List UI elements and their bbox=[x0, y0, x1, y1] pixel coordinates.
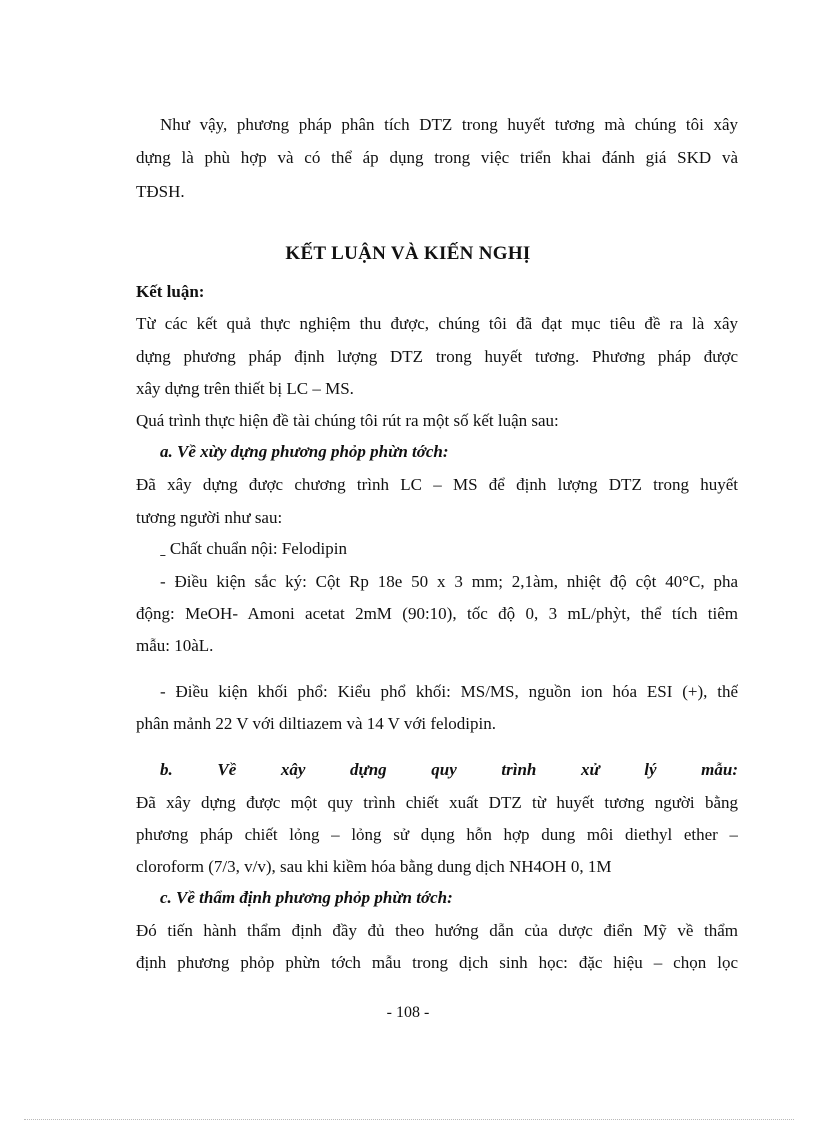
intro-line-3: TĐSH. bbox=[136, 182, 185, 201]
section-a-heading: a. Về xừy dựng phương phỏp phừn tớch: bbox=[160, 442, 449, 461]
conclusion-heading: Kết luận: bbox=[136, 282, 205, 301]
section-c-line-1: Đó tiến hành thẩm định đầy đủ theo hướng dẫn của dược điển Mỹ về thẩm bbox=[136, 921, 738, 940]
bullet-chromatography-line-1: - Điều kiện sắc ký: Cột Rp 18e 50 x 3 mm; 2,1àm, nhiệt độ cột 40°C, pha bbox=[160, 572, 738, 591]
bottom-dotted-rule bbox=[24, 1119, 794, 1120]
bullet-chromatography-line-3: mẫu: 10àL. bbox=[136, 636, 214, 655]
conclusion-line-2: dựng phương pháp định lượng DTZ trong huyết tương. Phương pháp được bbox=[136, 347, 738, 366]
section-a-line-2: tương người như sau: bbox=[136, 508, 283, 527]
bullet-internal-standard: ˍ Chất chuẩn nội: Felodipin bbox=[160, 539, 347, 558]
intro-line-1: Như vậy, phương pháp phân tích DTZ trong huyết tương mà chúng tôi xây bbox=[160, 115, 738, 134]
section-b-line-2: phương pháp chiết lỏng – lỏng sử dụng hỗn hợp dung môi diethyl ether – bbox=[136, 825, 738, 844]
section-b-line-3: cloroform (7/3, v/v), sau khi kiềm hóa bằng dung dịch NH4OH 0, 1M bbox=[136, 857, 612, 876]
conclusion-line-3: xây dựng trên thiết bị LC – MS. bbox=[136, 379, 354, 398]
conclusion-line-1: Từ các kết quả thực nghiệm thu được, chúng tôi đã đạt mục tiêu đề ra là xây bbox=[136, 314, 738, 333]
intro-line-2: dựng là phù hợp và có thể áp dụng trong việc triển khai đánh giá SKD và bbox=[136, 148, 738, 167]
bullet-mass-spec-line-1: - Điều kiện khối phổ: Kiểu phổ khối: MS/MS, nguồn ion hóa ESI (+), thế bbox=[160, 682, 738, 701]
section-a-line-1: Đã xây dựng được chương trình LC – MS để định lượng DTZ trong huyết bbox=[136, 475, 738, 494]
bullet-mass-spec-line-2: phân mảnh 22 V với diltiazem và 14 V với felodipin. bbox=[136, 714, 496, 733]
conclusion-line-4: Quá trình thực hiện đề tài chúng tôi rút ra một số kết luận sau: bbox=[136, 411, 559, 430]
section-b-heading: b. Về xây dựng quy trình xử lý mẫu: bbox=[160, 760, 738, 779]
section-title: KẾT LUẬN VÀ KIẾN NGHỊ bbox=[285, 243, 531, 264]
section-b-line-1: Đã xây dựng được một quy trình chiết xuất DTZ từ huyết tương người bằng bbox=[136, 793, 738, 812]
bullet-chromatography-line-2: động: MeOH- Amoni acetat 2mM (90:10), tốc độ 0, 3 mL/phỳt, thể tích tiêm bbox=[136, 604, 738, 623]
page-number: - 108 - bbox=[386, 1004, 430, 1021]
section-c-heading: c. Về thẩm định phương phỏp phừn tớch: bbox=[160, 888, 453, 907]
section-c-line-2: định phương phỏp phừn tớch mẫu trong dịch sinh học: đặc hiệu – chọn lọc bbox=[136, 953, 738, 972]
